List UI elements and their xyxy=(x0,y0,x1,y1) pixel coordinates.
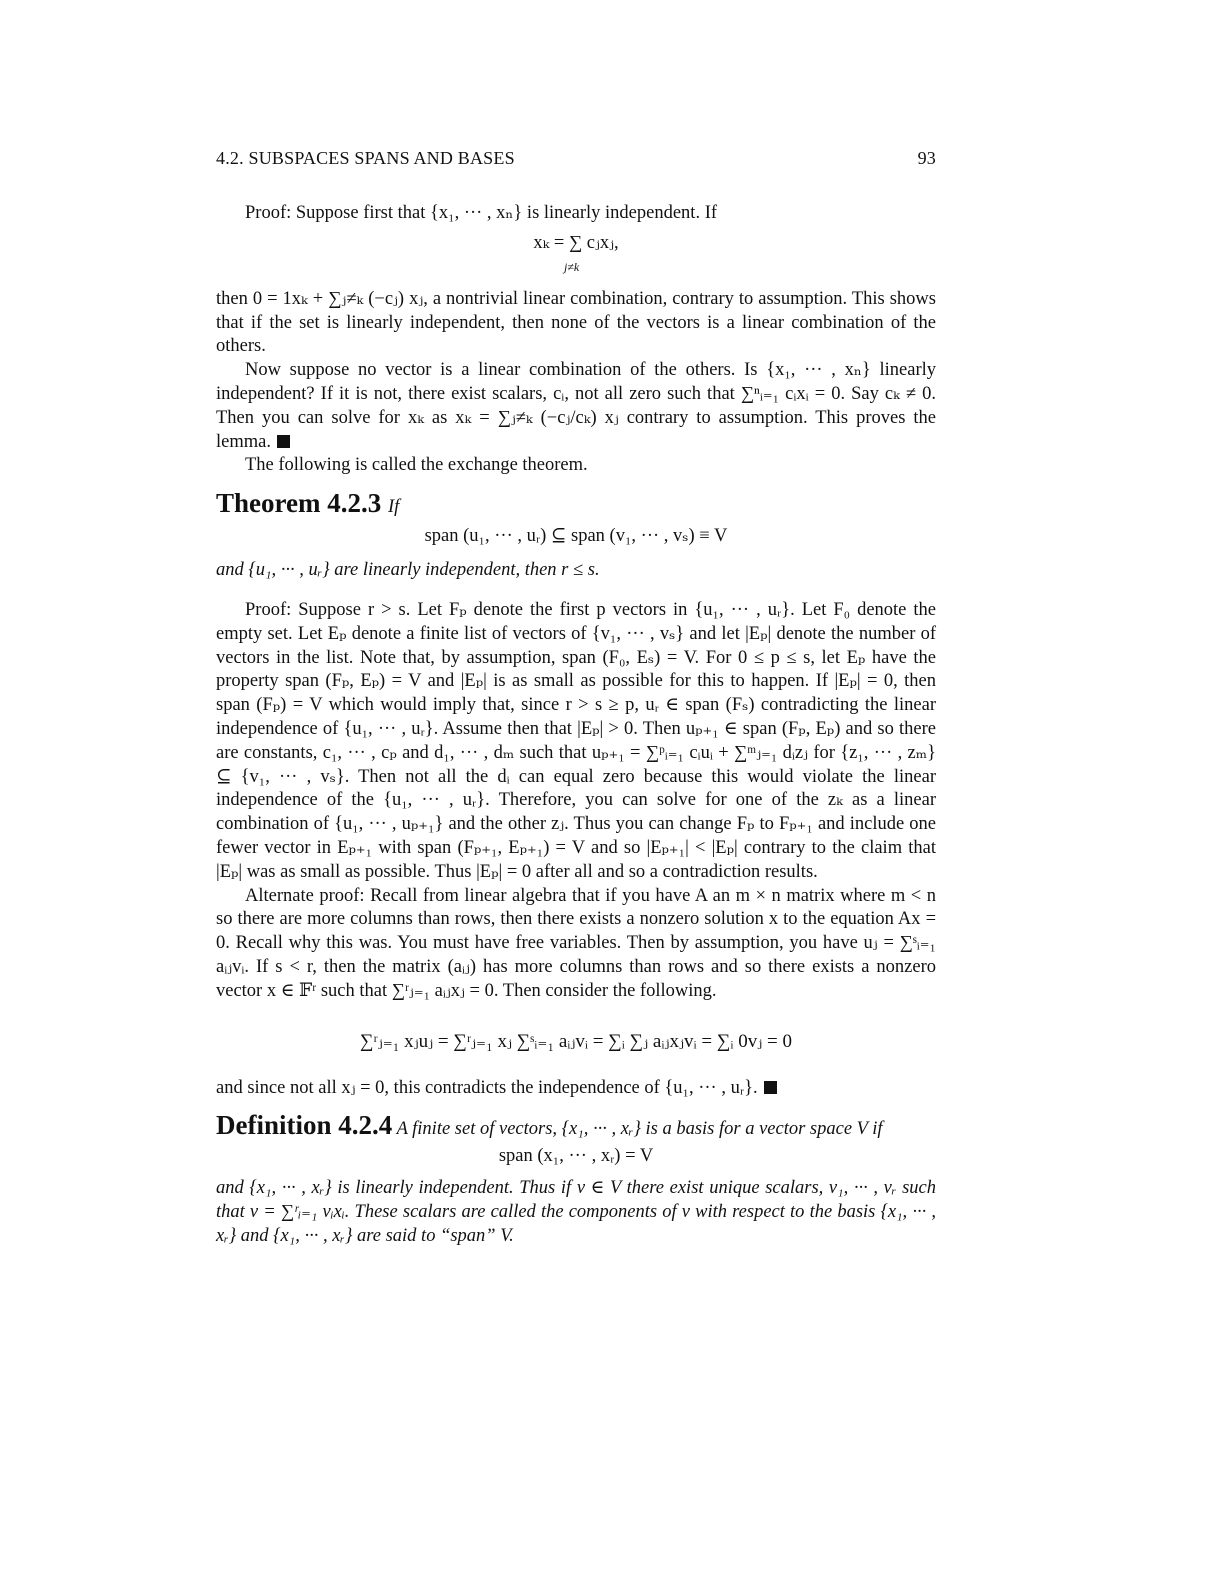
definition-label: Definition 4.2.4 xyxy=(216,1110,393,1141)
theorem-equation: span (u₁, ··· , uᵣ) ⊆ span (v₁, ··· , vₛ) ≡ V xyxy=(424,526,728,547)
theorem-proof: Proof: Suppose r > s. Let Fₚ denote the first p vectors in {u₁, ··· , uᵣ}. Let F₀ denote the empty set. Let Eₚ denote a finite list of vectors of {v₁, ··· , vₛ} and let |Eₚ| denote the number of vectors in the list. Note that, by assumption, span (F₀, Eₛ) = V. For 0 ≤ p ≤ s, let Eₚ have the property span (Fₚ, Eₚ) = V and |Eₚ| is as small as possible for this to happen. If |Eₚ| = 0, then span (Fₚ) = V which would imply that, since r > s ≥ p, uᵣ ∈ span (Fₛ) contradicting the linear independence of {u₁, ··· , uᵣ}. Assume then that |Eₚ| > 0. Then uₚ₊₁ ∈ span (Fₚ, Eₚ) and so there are constants, c₁, ··· , cₚ and d₁, ··· , dₘ such that uₚ₊₁ = ∑ᵖᵢ₌₁ cᵢuᵢ + ∑ᵐⱼ₌₁ dᵢzⱼ for {z₁, ··· , zₘ} ⊆ {v₁, ··· , vₛ}. Then not all the dᵢ can equal zero because this would violate the linear independence of the {u₁, ··· , uᵣ}. Therefore, you can solve for one of the zₖ as a linear combination of {u₁, ··· , uₚ₊₁} and the other zⱼ. Thus you can change Fₚ to Fₚ₊₁ and include one fewer vector in Eₚ₊₁ with span (Fₚ₊₁, Eₚ₊₁) = V and so |Eₚ₊₁| < |Eₚ| contrary to the claim that |Eₚ| was as small as possible. Thus |Eₚ| = 0 after all and so a contradiction results. xyxy=(216,599,936,882)
page-body xyxy=(216,148,936,1249)
qed-square-icon xyxy=(764,1081,777,1094)
alternate-proof-conclusion xyxy=(216,1077,936,1101)
definition-block xyxy=(216,1110,936,1248)
paragraph-exchange-intro: The following is called the exchange theorem. xyxy=(245,455,588,476)
paragraph-converse-text: Now suppose no vector is a linear combination of the others. Is {x₁, ··· , xₙ} linearly independent? If it is not, there exist scalars, cᵢ, not all zero such that ∑ⁿᵢ₌₁ cᵢxᵢ = 0. Say cₖ ≠ 0. Then you can solve for xₖ as xₖ = ∑ⱼ≠ₖ (−cⱼ/cₖ) xⱼ contrary to assumption. This proves the lemma. xyxy=(216,360,936,452)
equation-xk-subscript: j≠k xyxy=(564,259,580,274)
theorem-heading xyxy=(216,488,936,519)
equation-xk-body: xₖ = ∑ cⱼxⱼ, xyxy=(533,232,619,253)
summation-equation: ∑ʳⱼ₌₁ xⱼuⱼ = ∑ʳⱼ₌₁ xⱼ ∑ˢᵢ₌₁ aᵢⱼvᵢ = ∑ᵢ ∑ⱼ aᵢⱼxⱼvᵢ = ∑ᵢ 0vⱼ = 0 xyxy=(360,1030,792,1052)
proof-lemma-opening: Proof: Suppose first that {x₁, ··· , xₙ} is linearly independent. If xyxy=(245,203,718,223)
equation-xk xyxy=(216,232,936,280)
qed-square-icon xyxy=(277,435,290,448)
paragraph-nontrivial-combination: then 0 = 1xₖ + ∑ⱼ≠ₖ (−cⱼ) xⱼ, a nontrivial linear combination, contrary to assumption. This shows that if the set is linearly independent, then none of the vectors is a linear combination of the others. xyxy=(216,288,936,357)
running-header xyxy=(216,148,936,169)
definition-tail: and {x₁, ··· , xᵣ} is linearly independent. Thus if v ∈ V there exist unique scalars, v₁, ··· , vᵣ such that v = ∑ʳᵢ₌₁ vᵢxᵢ. These scalars are called the components of v with respect to the basis {x₁, ··· , xᵣ} and {x₁, ··· , xᵣ} are said to “span” V. xyxy=(216,1178,936,1246)
theorem-lead: If xyxy=(387,497,400,518)
paragraph-converse xyxy=(216,359,936,454)
alternate-proof-conclusion-text: and since not all xⱼ = 0, this contradicts the independence of {u₁, ··· , uᵣ}. xyxy=(216,1077,758,1098)
alternate-proof: Alternate proof: Recall from linear algebra that if you have A an m × n matrix where m < n so there are more columns than rows, then there exists a nonzero solution x to the equation Ax = 0. Recall why this was. You must have free variables. Then by assumption, you have uⱼ = ∑ˢᵢ₌₁ aᵢⱼvᵢ. If s < r, then the matrix (aᵢⱼ) has more columns than rows and so there exists a nonzero vector x ∈ 𝔽ʳ such that ∑ʳⱼ₌₁ aᵢⱼxⱼ = 0. Then consider the following. xyxy=(216,885,936,1001)
section-title: 4.2. SUBSPACES SPANS AND BASES xyxy=(216,148,515,168)
definition-lead: A finite set of vectors, {x₁, ··· , xᵣ} is a basis for a vector space V if xyxy=(396,1119,883,1140)
definition-equation: span (x₁, ··· , xᵣ) = V xyxy=(498,1146,654,1167)
theorem-statement-tail: and {u₁, ··· , uᵣ} are linearly independent, then r ≤ s. xyxy=(216,560,600,581)
definition-lead-paragraph xyxy=(216,1110,936,1142)
page-number: 93 xyxy=(917,148,936,168)
theorem-label: Theorem 4.2.3 xyxy=(216,488,382,519)
